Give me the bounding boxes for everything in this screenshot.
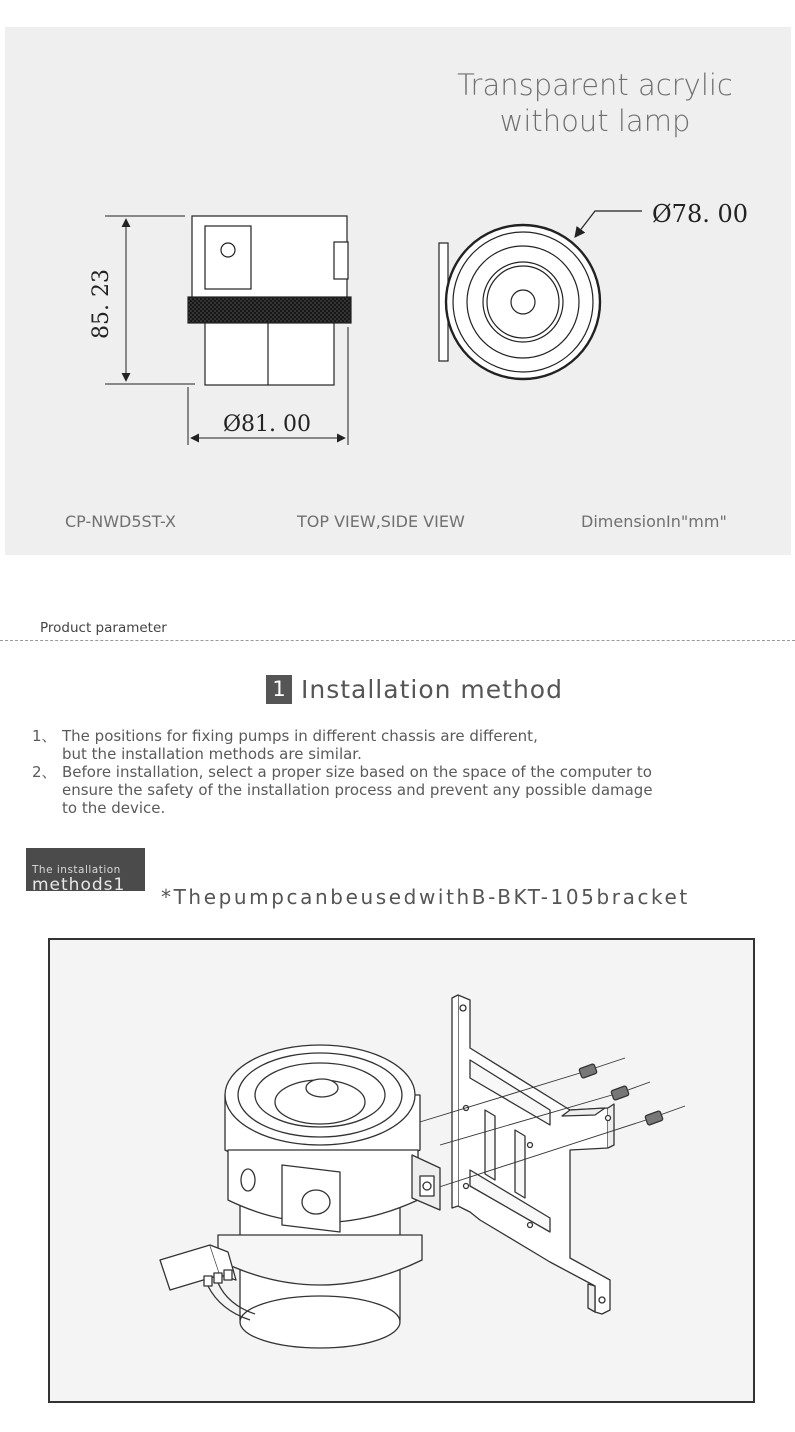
instruction-line: ensure the safety of the installation process and prevent any possible damage [62, 781, 653, 799]
installation-instructions [32, 727, 782, 817]
instruction-line: but the installation methods are similar. [62, 745, 362, 763]
method-badge-bottom: methods1 [32, 875, 126, 895]
instruction-item [32, 727, 782, 763]
installation-illustration-frame [48, 938, 755, 1403]
method-badge-top: The installation [32, 864, 121, 876]
caption-unit: DimensionIn"mm" [581, 512, 727, 531]
height-dimension [105, 216, 195, 384]
caption-view: TOP VIEW,SIDE VIEW [297, 512, 465, 531]
bracket-note: *ThepumpcanbeusedwithB-BKT-105bracket [161, 885, 690, 909]
instruction-number: 2、 [32, 763, 57, 781]
drawing-title [425, 67, 765, 139]
width-dimension-label: Ø81. 00 [223, 412, 312, 437]
bracket-icon [452, 995, 614, 1314]
caption-model: CP-NWD5ST-X [65, 512, 176, 531]
instruction-number: 1、 [32, 727, 57, 745]
technical-drawing-panel [5, 27, 791, 555]
pump-icon [218, 1045, 440, 1348]
side-view-pump [188, 216, 351, 385]
diameter-dimension [575, 211, 642, 237]
drawing-title-line2: without lamp [499, 104, 691, 138]
height-dimension-label: 85. 23 [89, 269, 114, 339]
instruction-line: to the device. [62, 799, 166, 817]
heading-title: Installation method [301, 674, 563, 704]
pump-bracket-illustration [50, 940, 753, 1401]
instruction-line: The positions for fixing pumps in different chassis are different, [62, 727, 538, 745]
top-view-pump [439, 225, 600, 379]
section-divider [0, 640, 795, 641]
drawing-title-line1: Transparent acrylic [457, 68, 733, 102]
section-label: Product parameter [40, 620, 167, 636]
installation-heading [266, 673, 563, 705]
instruction-line: Before installation, select a proper size based on the space of the computer to [62, 763, 652, 781]
installation-method-badge [26, 848, 145, 895]
heading-number-badge: 1 [266, 675, 292, 704]
instruction-item [32, 763, 782, 817]
diameter-dimension-label: Ø78. 00 [652, 200, 749, 228]
